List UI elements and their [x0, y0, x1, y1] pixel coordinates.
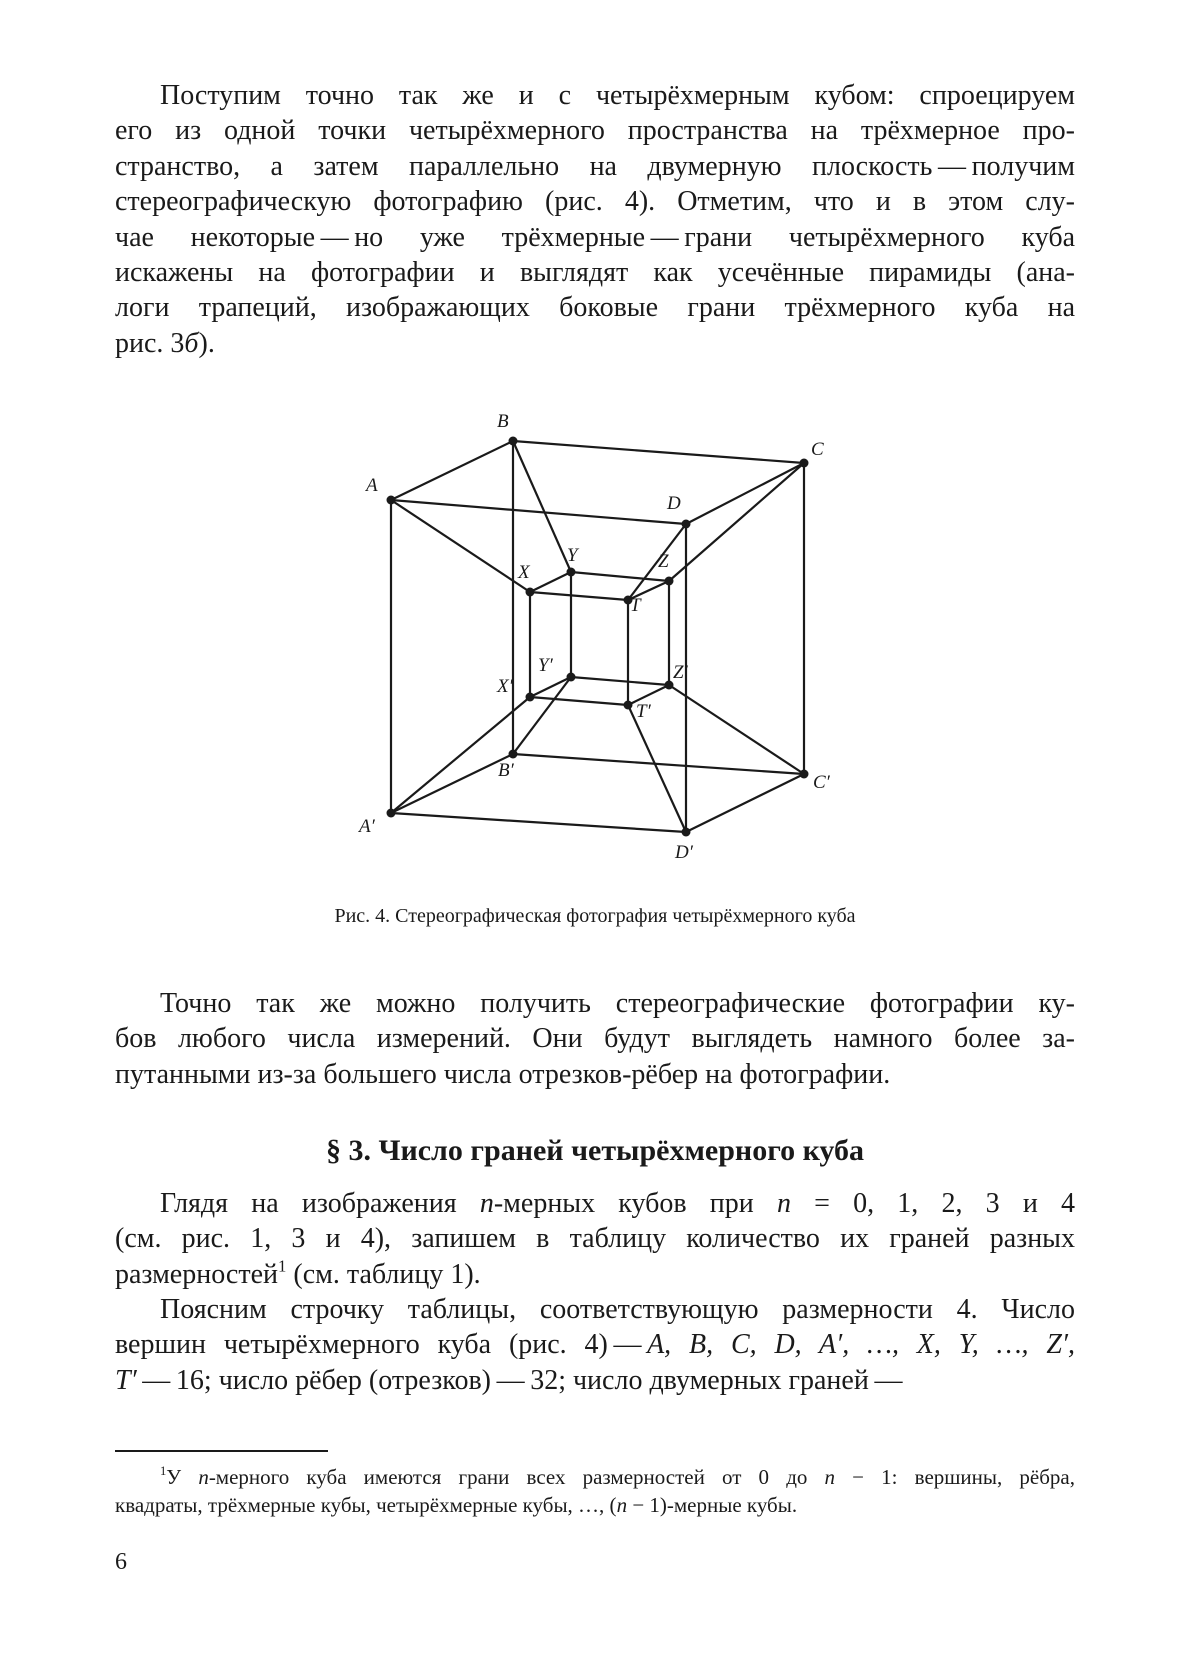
edge-T-X — [530, 592, 628, 600]
text-line — [115, 1186, 1075, 1221]
vertex-D_ — [682, 828, 691, 837]
vertex-label-T_: T′ — [636, 701, 652, 722]
text-line — [115, 1463, 1075, 1491]
text-line — [115, 1491, 1075, 1519]
text-line — [115, 986, 1075, 1021]
text-segment: -мерного куба имеются грани всех размерностей от 0 до — [209, 1465, 825, 1489]
vertex-label-D: D — [666, 493, 681, 514]
text-line — [115, 78, 1075, 113]
edge-C_-D_ — [686, 774, 804, 832]
edge-Z-T — [628, 581, 669, 600]
edge-B_-C_ — [513, 754, 804, 774]
edge-C-D — [686, 463, 804, 524]
edge-Y-Z — [571, 572, 669, 581]
text-segment: Поясним строчку таблицы, соответствующую размерности 4. Число — [160, 1294, 1075, 1325]
edge-A_-X_ — [391, 697, 530, 813]
math-text: T′ — [115, 1365, 137, 1396]
vertex-X_ — [526, 693, 535, 702]
text-line — [115, 1257, 1075, 1292]
vertex-label-Y_: Y′ — [538, 655, 554, 676]
text-line — [115, 1057, 1075, 1092]
text-segment: Поступим точно так же и с четырёхмерным кубом: спроецируем — [160, 80, 1075, 111]
figure-caption: Рис. 4. Стереографическая фотография четырёхмерного куба — [115, 904, 1075, 928]
text-segment: чае некоторые — но уже трёхмерные — грани четырёхмерного куба — [115, 222, 1075, 253]
text-segment: путанными из-за большего числа отрезков-рёбер на фотографии. — [115, 1059, 890, 1090]
edge-C-Z — [669, 463, 804, 581]
text-line — [115, 1327, 1075, 1362]
text-line — [115, 290, 1075, 325]
vertex-A_ — [387, 809, 396, 818]
vertex-label-X_: X′ — [496, 676, 514, 697]
document-page — [0, 0, 1200, 1678]
paragraph-table-intro — [115, 1186, 1075, 1292]
vertex-label-B_: B′ — [498, 760, 515, 781]
math-text: n — [617, 1493, 628, 1517]
edge-D_-A_ — [391, 813, 686, 832]
vertex-label-D_: D′ — [674, 842, 694, 863]
text-segment: — 16; число рёбер (отрезков) — 32; число двумерных граней — — [137, 1365, 903, 1396]
vertex-T — [624, 596, 633, 605]
text-segment: Точно так же можно получить стереографические фотографии ку- — [160, 988, 1075, 1019]
edge-D-A — [391, 500, 686, 524]
text-segment: размерностей — [115, 1259, 278, 1290]
vertex-X — [526, 588, 535, 597]
paragraph-projection — [115, 78, 1075, 361]
vertex-B — [509, 437, 518, 446]
text-line — [115, 1292, 1075, 1327]
section-heading: § 3. Число граней четырёхмерного куба — [115, 1133, 1075, 1169]
page-number: 6 — [115, 1548, 127, 1576]
text-segment: квадраты, трёхмерные кубы, четырёхмерные кубы, …, ( — [115, 1493, 617, 1517]
vertex-label-Z: Z — [658, 551, 669, 572]
text-segment: − 1)-мерные кубы. — [627, 1493, 797, 1517]
vertex-D — [682, 520, 691, 529]
edge-Y_-Z_ — [571, 677, 669, 685]
paragraph-explanation — [115, 1292, 1075, 1398]
vertex-label-B: B — [497, 411, 509, 432]
edge-X_-Y_ — [530, 677, 571, 697]
text-segment: -мерных кубов при — [494, 1188, 777, 1219]
footnote-divider — [115, 1450, 328, 1452]
paragraph-other-dimensions — [115, 986, 1075, 1092]
edge-D_-T_ — [628, 705, 686, 832]
vertex-label-X: X — [517, 562, 531, 583]
text-segment: бов любого числа измерений. Они будут выглядеть намного более за- — [115, 1023, 1075, 1054]
vertex-label-A: A — [364, 475, 378, 496]
edge-A-X — [391, 500, 530, 592]
text-segment: ). — [199, 328, 215, 359]
vertex-label-A_: A′ — [357, 816, 376, 837]
text-segment: = 0, 1, 2, 3 и 4 — [791, 1188, 1075, 1219]
text-line — [115, 326, 1075, 361]
text-segment: У — [166, 1465, 198, 1489]
text-segment: искажены на фотографии и выглядят как усечённые пирамиды (ана- — [115, 257, 1075, 288]
text-segment: рис. 3 — [115, 328, 184, 359]
text-segment: странство, а затем параллельно на двумерную плоскость — получим — [115, 151, 1075, 182]
text-line — [115, 255, 1075, 290]
edge-T_-X_ — [530, 697, 628, 705]
text-line — [115, 184, 1075, 219]
edge-A_-B_ — [391, 754, 513, 813]
vertex-Z_ — [665, 681, 674, 690]
vertex-Y — [567, 568, 576, 577]
vertex-label-C_: C′ — [813, 772, 831, 793]
edge-Z_-T_ — [628, 685, 669, 705]
vertex-label-Y: Y — [567, 545, 580, 566]
edge-D-T — [628, 524, 686, 600]
math-text: n — [825, 1465, 836, 1489]
text-line — [115, 1221, 1075, 1256]
text-segment: − 1: вершины, рёбра, — [835, 1465, 1075, 1489]
vertex-C — [800, 459, 809, 468]
edge-A-B — [391, 441, 513, 500]
math-text: n — [198, 1465, 209, 1489]
vertex-label-C: C — [811, 439, 824, 460]
text-segment: стереографическую фотографию (рис. 4). Отметим, что и в этом слу- — [115, 186, 1075, 217]
footnote-marker: 1 — [160, 1464, 166, 1478]
text-segment: его из одной точки четырёхмерного пространства на трёхмерное про- — [115, 115, 1075, 146]
math-text: б — [184, 328, 198, 359]
text-segment: вершин четырёхмерного куба (рис. 4) — — [115, 1329, 647, 1360]
vertex-A — [387, 496, 396, 505]
text-segment: (см. таблицу 1). — [286, 1259, 480, 1290]
math-text: A, B, C, D, A′, …, X, Y, …, Z′, — [647, 1329, 1075, 1360]
text-line — [115, 149, 1075, 184]
text-segment: Глядя на изображения — [160, 1188, 480, 1219]
vertex-C_ — [800, 770, 809, 779]
edge-C_-Z_ — [669, 685, 804, 774]
edge-B_-Y_ — [513, 677, 571, 754]
text-line — [115, 113, 1075, 148]
math-text: n — [480, 1188, 494, 1219]
vertex-label-T: T — [630, 595, 642, 616]
text-line — [115, 1021, 1075, 1056]
vertex-B_ — [509, 750, 518, 759]
edge-B-C — [513, 441, 804, 463]
footnote-marker: 1 — [278, 1256, 286, 1275]
vertex-label-Z_: Z′ — [673, 662, 689, 683]
vertex-Z — [665, 577, 674, 586]
edge-X-Y — [530, 572, 571, 592]
math-text: n — [777, 1188, 791, 1219]
text-line — [115, 1363, 1075, 1398]
footnote — [115, 1463, 1075, 1519]
text-line — [115, 220, 1075, 255]
text-segment: логи трапеций, изображающих боковые грани трёхмерного куба на — [115, 292, 1075, 323]
edge-B-Y — [513, 441, 571, 572]
text-segment: (см. рис. 1, 3 и 4), запишем в таблицу количество их граней разных — [115, 1223, 1075, 1254]
vertex-T_ — [624, 701, 633, 710]
vertex-Y_ — [567, 673, 576, 682]
